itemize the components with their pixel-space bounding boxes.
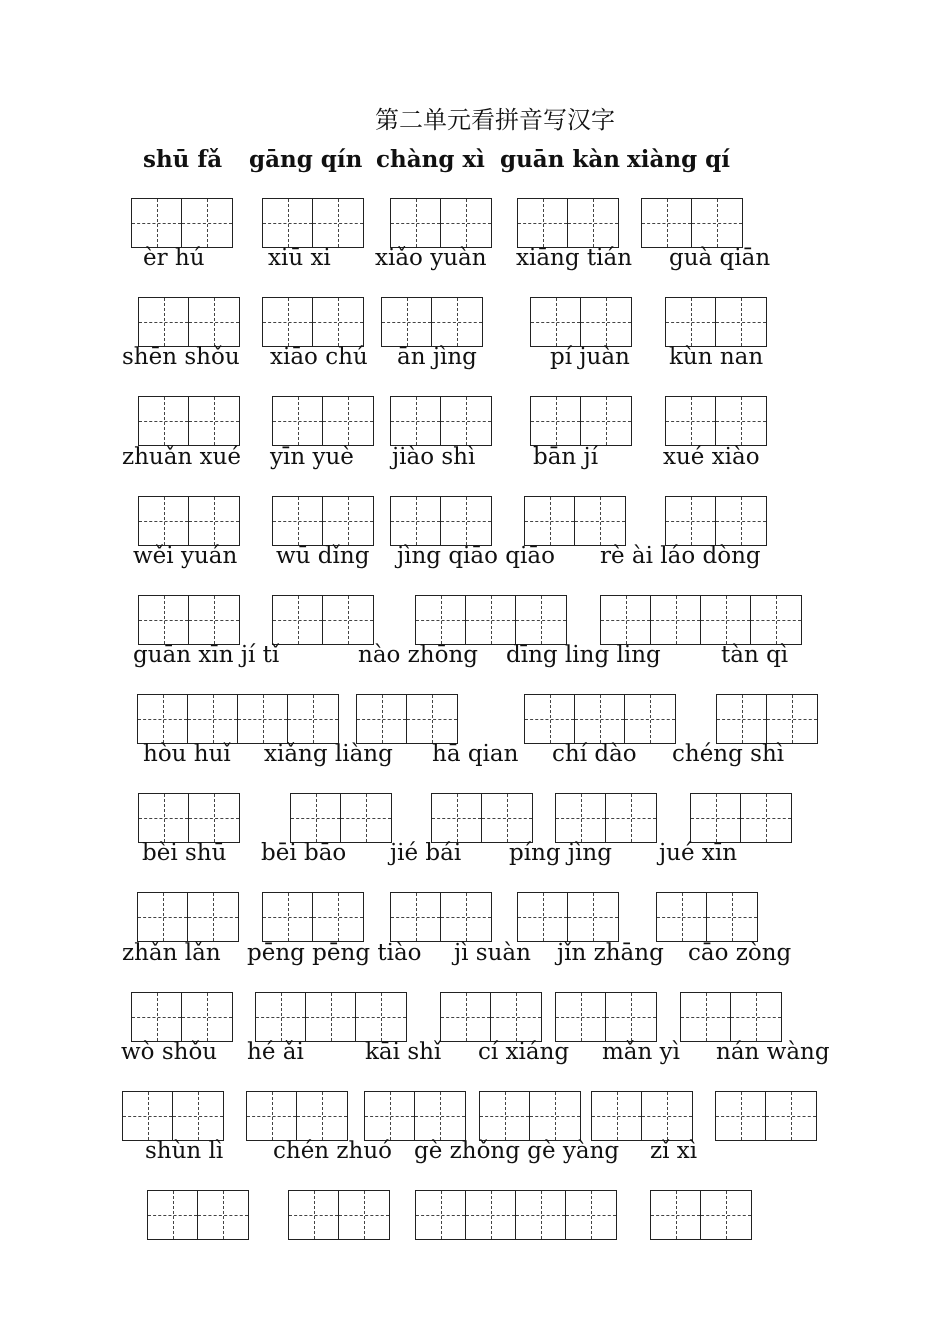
writing-cell[interactable]: [716, 298, 766, 346]
writing-cell[interactable]: [188, 893, 238, 941]
writing-cell[interactable]: [323, 497, 373, 545]
character-grid[interactable]: [641, 198, 743, 248]
writing-cell[interactable]: [441, 497, 491, 545]
writing-cell[interactable]: [556, 993, 606, 1041]
character-grid[interactable]: [665, 297, 767, 347]
writing-cell[interactable]: [601, 596, 651, 644]
writing-cell[interactable]: [382, 298, 432, 346]
pinyin-label: cāo zòng: [688, 939, 792, 966]
character-grid[interactable]: [246, 1091, 348, 1141]
character-grid[interactable]: [390, 396, 492, 446]
character-grid[interactable]: [381, 297, 483, 347]
character-grid[interactable]: [591, 1091, 693, 1141]
writing-cell[interactable]: [263, 199, 313, 247]
pinyin-label: bēi bāo: [261, 840, 347, 867]
pinyin-label: kāi shǐ: [365, 1038, 442, 1065]
writing-cell[interactable]: [731, 993, 781, 1041]
pinyin-label: pēng pēng tiào: [247, 939, 422, 966]
writing-cell[interactable]: [273, 397, 323, 445]
writing-cell[interactable]: [625, 695, 675, 743]
writing-cell[interactable]: [568, 199, 618, 247]
writing-cell[interactable]: [531, 397, 581, 445]
writing-cell[interactable]: [139, 497, 189, 545]
pinyin-label: wò shǒu: [121, 1038, 218, 1065]
writing-cell[interactable]: [263, 298, 313, 346]
pinyin-label: chén zhuó: [273, 1138, 393, 1164]
writing-cell[interactable]: [323, 397, 373, 445]
writing-cell[interactable]: [132, 199, 182, 247]
pinyin-label: nán wàng: [716, 1038, 830, 1065]
character-grid[interactable]: [138, 793, 240, 843]
pinyin-label: wū dǐng: [276, 542, 370, 569]
writing-cell[interactable]: [707, 893, 757, 941]
writing-cell[interactable]: [642, 199, 692, 247]
pinyin-label: tàn qì: [721, 642, 789, 668]
pinyin-label: shùn lì: [145, 1138, 224, 1164]
character-grid[interactable]: [262, 892, 364, 942]
character-grid[interactable]: [517, 198, 619, 248]
writing-cell[interactable]: [139, 596, 189, 644]
character-grid[interactable]: [555, 992, 657, 1042]
writing-cell[interactable]: [441, 993, 491, 1041]
character-grid[interactable]: [122, 1091, 224, 1141]
pinyin-label: ān jìng: [397, 344, 477, 371]
pinyin-label: xiū xi: [268, 245, 331, 272]
character-grid[interactable]: [272, 595, 374, 645]
character-grid[interactable]: [288, 1190, 390, 1240]
character-grid[interactable]: [356, 694, 458, 744]
writing-cell[interactable]: [566, 1191, 616, 1239]
writing-cell[interactable]: [391, 397, 441, 445]
writing-cell[interactable]: [356, 993, 406, 1041]
character-grid[interactable]: [390, 198, 492, 248]
pinyin-label: nào zhōng: [358, 642, 478, 668]
writing-cell[interactable]: [701, 596, 751, 644]
pinyin-label: gè zhǒng gè yàng: [414, 1138, 620, 1164]
character-grid[interactable]: [656, 892, 758, 942]
writing-cell[interactable]: [766, 1092, 816, 1140]
writing-cell[interactable]: [716, 1092, 766, 1140]
pinyin-label: xiǎng liàng: [264, 741, 393, 768]
writing-cell[interactable]: [606, 794, 656, 842]
writing-cell[interactable]: [323, 596, 373, 644]
writing-cell[interactable]: [189, 497, 239, 545]
character-grid[interactable]: [690, 793, 792, 843]
writing-cell[interactable]: [491, 993, 541, 1041]
character-grid[interactable]: [262, 297, 364, 347]
pinyin-label: mǎn yì: [602, 1038, 680, 1065]
writing-cell[interactable]: [123, 1092, 173, 1140]
writing-cell[interactable]: [432, 298, 482, 346]
writing-cell[interactable]: [432, 794, 482, 842]
pinyin-label: jìng qiāo qiāo: [397, 542, 555, 569]
character-grid[interactable]: [600, 595, 802, 645]
pinyin-label: chàng xì: [376, 146, 485, 173]
writing-cell[interactable]: [525, 695, 575, 743]
character-grid[interactable]: [272, 396, 374, 446]
writing-cell[interactable]: [716, 497, 766, 545]
writing-cell[interactable]: [441, 893, 491, 941]
writing-cell[interactable]: [182, 199, 232, 247]
writing-cell[interactable]: [666, 397, 716, 445]
pinyin-label: guān kàn: [500, 146, 620, 173]
writing-cell[interactable]: [138, 695, 188, 743]
writing-cell[interactable]: [530, 1092, 580, 1140]
character-grid[interactable]: [715, 1091, 817, 1141]
character-grid[interactable]: [440, 992, 542, 1042]
writing-cell[interactable]: [339, 1191, 389, 1239]
writing-cell[interactable]: [717, 695, 767, 743]
pinyin-label: zǐ xì: [650, 1138, 698, 1164]
writing-cell[interactable]: [256, 993, 306, 1041]
writing-cell[interactable]: [188, 695, 238, 743]
writing-cell[interactable]: [592, 1092, 642, 1140]
pinyin-label: jiào shì: [392, 443, 476, 470]
writing-cell[interactable]: [575, 695, 625, 743]
writing-cell[interactable]: [691, 794, 741, 842]
writing-cell[interactable]: [516, 596, 566, 644]
writing-cell[interactable]: [391, 497, 441, 545]
writing-cell[interactable]: [516, 1191, 566, 1239]
writing-cell[interactable]: [139, 794, 189, 842]
character-grid[interactable]: [137, 694, 339, 744]
writing-cell[interactable]: [139, 298, 189, 346]
writing-cell[interactable]: [415, 1092, 465, 1140]
pinyin-label: shēn shǒu: [122, 344, 240, 371]
pinyin-label: chí dào: [552, 741, 637, 768]
writing-cell[interactable]: [441, 397, 491, 445]
character-grid[interactable]: [255, 992, 407, 1042]
writing-cell[interactable]: [416, 596, 466, 644]
character-grid[interactable]: [415, 1190, 617, 1240]
character-grid[interactable]: [517, 892, 619, 942]
writing-cell[interactable]: [273, 497, 323, 545]
writing-cell[interactable]: [441, 199, 491, 247]
pinyin-label: zhǎn lǎn: [122, 939, 221, 966]
writing-cell[interactable]: [681, 993, 731, 1041]
writing-cell[interactable]: [189, 596, 239, 644]
writing-cell[interactable]: [518, 893, 568, 941]
pinyin-label: pí juàn: [550, 344, 630, 371]
character-grid[interactable]: [290, 793, 392, 843]
writing-cell[interactable]: [666, 298, 716, 346]
pinyin-label: píng jìng: [509, 840, 612, 867]
writing-cell[interactable]: [581, 397, 631, 445]
page-title: 第二单元看拼音写汉字: [375, 106, 615, 134]
writing-cell[interactable]: [466, 1191, 516, 1239]
pinyin-label: hòu huǐ: [143, 741, 231, 768]
character-grid[interactable]: [131, 198, 233, 248]
writing-cell[interactable]: [132, 993, 182, 1041]
writing-cell[interactable]: [701, 1191, 751, 1239]
pinyin-label: jǐn zhāng: [557, 939, 664, 966]
pinyin-label: xiǎo yuàn: [375, 245, 487, 272]
character-grid[interactable]: [147, 1190, 249, 1240]
writing-cell[interactable]: [651, 596, 701, 644]
pinyin-label: yīn yuè: [270, 443, 354, 470]
writing-cell[interactable]: [148, 1191, 198, 1239]
character-grid[interactable]: [524, 496, 626, 546]
character-grid[interactable]: [390, 496, 492, 546]
writing-cell[interactable]: [556, 794, 606, 842]
pinyin-label: hé ǎi: [247, 1038, 304, 1065]
writing-cell[interactable]: [138, 893, 188, 941]
pinyin-label: bān jí: [533, 443, 599, 470]
writing-cell[interactable]: [341, 794, 391, 842]
pinyin-label: xué xiào: [663, 443, 760, 470]
writing-cell[interactable]: [391, 893, 441, 941]
writing-cell[interactable]: [173, 1092, 223, 1140]
writing-cell[interactable]: [666, 497, 716, 545]
character-grid[interactable]: [479, 1091, 581, 1141]
pinyin-label: shū fǎ: [143, 146, 223, 173]
writing-cell[interactable]: [741, 794, 791, 842]
writing-cell[interactable]: [289, 1191, 339, 1239]
writing-cell[interactable]: [291, 794, 341, 842]
writing-cell[interactable]: [651, 1191, 701, 1239]
character-grid[interactable]: [390, 892, 492, 942]
pinyin-label: dīng ling ling: [506, 642, 661, 668]
writing-cell[interactable]: [531, 298, 581, 346]
pinyin-label: gāng qín: [249, 146, 363, 173]
character-grid[interactable]: [138, 396, 240, 446]
character-grid[interactable]: [138, 595, 240, 645]
character-grid[interactable]: [138, 297, 240, 347]
character-grid[interactable]: [665, 496, 767, 546]
character-grid[interactable]: [364, 1091, 466, 1141]
writing-cell[interactable]: [139, 397, 189, 445]
writing-cell[interactable]: [182, 993, 232, 1041]
pinyin-label: zhuǎn xué: [122, 443, 241, 470]
writing-cell[interactable]: [416, 1191, 466, 1239]
character-grid[interactable]: [555, 793, 657, 843]
writing-cell[interactable]: [657, 893, 707, 941]
writing-cell[interactable]: [581, 298, 631, 346]
pinyin-label: bèi shū: [142, 840, 227, 867]
writing-cell[interactable]: [568, 893, 618, 941]
writing-cell[interactable]: [365, 1092, 415, 1140]
writing-cell[interactable]: [480, 1092, 530, 1140]
writing-cell[interactable]: [198, 1191, 248, 1239]
pinyin-label: xiāng tián: [516, 245, 633, 272]
character-grid[interactable]: [650, 1190, 752, 1240]
writing-cell[interactable]: [189, 794, 239, 842]
writing-cell[interactable]: [391, 199, 441, 247]
pinyin-label: jì suàn: [454, 939, 531, 966]
writing-cell[interactable]: [518, 199, 568, 247]
writing-cell[interactable]: [263, 893, 313, 941]
writing-cell[interactable]: [189, 397, 239, 445]
pinyin-label: xiàng qí: [627, 146, 730, 173]
writing-cell[interactable]: [313, 199, 363, 247]
writing-cell[interactable]: [313, 893, 363, 941]
writing-cell[interactable]: [273, 596, 323, 644]
pinyin-label: kùn nan: [669, 344, 764, 371]
pinyin-label: guà qiān: [669, 245, 771, 272]
character-grid[interactable]: [665, 396, 767, 446]
character-grid[interactable]: [138, 496, 240, 546]
pinyin-label: rè ài láo dòng: [600, 542, 761, 569]
writing-cell[interactable]: [288, 695, 338, 743]
pinyin-label: jué xīn: [659, 840, 738, 867]
character-grid[interactable]: [716, 694, 818, 744]
character-grid[interactable]: [530, 297, 632, 347]
writing-cell[interactable]: [189, 298, 239, 346]
character-grid[interactable]: [530, 396, 632, 446]
writing-cell[interactable]: [716, 397, 766, 445]
pinyin-label: hā qian: [432, 741, 519, 768]
writing-cell[interactable]: [313, 298, 363, 346]
character-grid[interactable]: [415, 595, 567, 645]
writing-cell[interactable]: [297, 1092, 347, 1140]
writing-cell[interactable]: [357, 695, 407, 743]
pinyin-label: jié bái: [390, 840, 462, 867]
writing-cell[interactable]: [247, 1092, 297, 1140]
writing-cell[interactable]: [482, 794, 532, 842]
character-grid[interactable]: [272, 496, 374, 546]
pinyin-label: xiāo chú: [270, 344, 368, 371]
writing-cell[interactable]: [466, 596, 516, 644]
writing-cell[interactable]: [407, 695, 457, 743]
pinyin-label: cí xiáng: [478, 1038, 570, 1065]
writing-cell[interactable]: [642, 1092, 692, 1140]
writing-cell[interactable]: [767, 695, 817, 743]
character-grid[interactable]: [262, 198, 364, 248]
writing-cell[interactable]: [575, 497, 625, 545]
character-grid[interactable]: [524, 694, 676, 744]
character-grid[interactable]: [137, 892, 239, 942]
character-grid[interactable]: [431, 793, 533, 843]
pinyin-label: èr hú: [143, 245, 205, 272]
writing-cell[interactable]: [306, 993, 356, 1041]
character-grid[interactable]: [680, 992, 782, 1042]
character-grid[interactable]: [131, 992, 233, 1042]
pinyin-label: guān xīn jí tǐ: [133, 642, 280, 668]
writing-cell[interactable]: [692, 199, 742, 247]
writing-cell[interactable]: [525, 497, 575, 545]
writing-cell[interactable]: [238, 695, 288, 743]
pinyin-label: chéng shì: [672, 741, 785, 768]
pinyin-label: wěi yuán: [133, 542, 238, 569]
writing-cell[interactable]: [751, 596, 801, 644]
writing-cell[interactable]: [606, 993, 656, 1041]
